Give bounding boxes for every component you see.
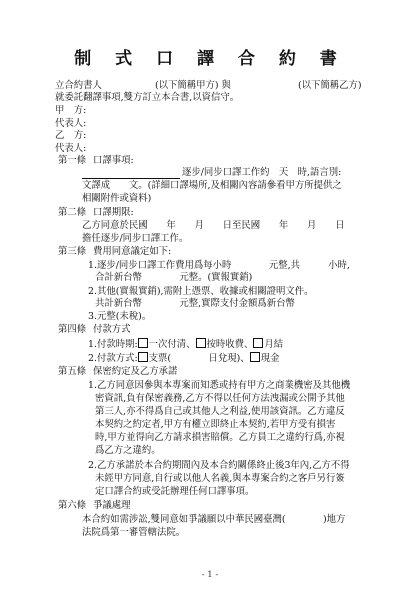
hourly-option: 按時收費、 — [206, 339, 254, 350]
lump-sum-option: 一次付清、 — [148, 339, 196, 350]
monthly-option: 月結 — [264, 339, 284, 350]
article-5-p1-line-3: 第三人,亦不得爲自己或其他人之利益,使用該資訊。乙方違反 — [95, 406, 345, 417]
payment-method-row — [88, 352, 279, 365]
article-2-label: 第二條 — [58, 207, 87, 218]
monthly-checkbox[interactable] — [253, 338, 263, 348]
payment-method-label: 2.付款方式: — [88, 353, 138, 364]
article-6-label: 第六條 — [58, 500, 87, 511]
payment-timing-label: 1.付款時期: — [88, 339, 138, 350]
document-title: 制 式 口 譯 合 約 書 — [74, 49, 346, 69]
article-3-item-2-line-2: 共計新台幣 元整,實際支付金額爲新台幣 — [95, 298, 295, 309]
representative-b-label: 代表人: — [55, 143, 87, 154]
article-5-p1-line-1: 1.乙方同意因參與本專案而知悉或持有甲方之商業機密及其他機 — [88, 380, 351, 391]
intro-party-b-note: (以下簡稱乙方) — [298, 80, 362, 91]
article-6-heading: 爭議處理 — [93, 500, 131, 511]
intro-statement: 就委託翻譯事項,雙方訂立本合書,以資信守。 — [55, 92, 240, 103]
article-5-p2-line-2: 未經甲方同意,自行或以他人名義,與本專案合約之客戶另行簽 — [95, 473, 345, 484]
article-5-p1-line-2: 密資訊,負有保密義務,乙方不得以任何方法洩漏或公開予其他 — [95, 393, 345, 404]
party-a-label: 甲 方: — [55, 105, 87, 116]
article-5-p2-line-1: 2.乙方承諾於本合約期間內及本合約關係終止後3年內,乙方不得 — [88, 460, 350, 471]
check-payment-checkbox[interactable] — [138, 352, 148, 362]
cash-option: 現金 — [260, 353, 280, 364]
article-2-line-1: 乙方同意於民國 年 月 日至民國 年 月 日 — [82, 220, 345, 231]
article-1-line-3: 相關附件或資料) — [82, 193, 152, 204]
article-1-line-1: 逐步/同步口譯工作約 天 時,語言別: — [182, 167, 342, 178]
article-3-item-2-line-1: 2.其他(實報實銷),需附上憑票、收據或相關證明文件。 — [88, 286, 314, 297]
cash-checkbox[interactable] — [250, 352, 260, 362]
article-3-item-3: 3.元整(未稅)。 — [88, 311, 152, 322]
party-b-label: 乙 方: — [55, 130, 87, 141]
hourly-checkbox[interactable] — [196, 338, 206, 348]
lump-sum-checkbox[interactable] — [138, 338, 148, 348]
representative-a-label: 代表人: — [55, 118, 87, 129]
article-3-item-1-line-1: 1.逐步/同步口譯工作費用爲每小時 元整,共 小時, — [88, 260, 350, 271]
article-1-line-2: 文譯成 文。(詳細口譯場所,及相關內容請參看甲方所提供之 — [82, 180, 342, 191]
article-6-line-2: 法院爲第一審管轄法院。 — [82, 527, 186, 538]
article-1-blank-line — [82, 178, 180, 179]
article-2-heading: 口譯期限: — [93, 207, 134, 218]
page-number: - 1 - — [201, 570, 219, 580]
article-3-heading: 費用同意議定如下: — [93, 246, 172, 257]
article-5-p1-line-6: 爲乙方之違約。 — [95, 445, 161, 456]
article-5-p1-line-5: 時,甲方並得向乙方請求損害賠償。乙方員工之違約行爲,亦視 — [95, 432, 345, 443]
intro-party-a-note: (以下簡稱甲方) 與 — [155, 80, 231, 91]
article-5-heading: 保密約定及乙方承諾 — [93, 366, 178, 377]
article-4-label: 第四條 — [58, 324, 87, 335]
article-5-label: 第五條 — [58, 366, 87, 377]
article-3-label: 第三條 — [58, 246, 87, 257]
article-5-p1-line-4: 本契約之約定者,甲方有權立即終止本契約,若甲方受有損害 — [95, 419, 336, 430]
article-1-label: 第一條 — [58, 155, 87, 166]
article-1-heading: 口譯事項: — [93, 155, 134, 166]
article-5-p2-line-3: 定口譯合約或受託辦理任何口譯事項。 — [95, 486, 255, 497]
article-3-item-1-line-2: 合計新台幣 元整。(實報實銷) — [95, 272, 253, 283]
check-payment-option: 支票( 日兌現)、 — [148, 353, 250, 364]
article-2-line-2: 擔任逐步/同步口譯工作。 — [82, 233, 189, 244]
article-6-line-1: 本合約如需涉訟,雙同意如爭議願以中華民國臺灣( )地方 — [82, 514, 346, 525]
payment-timing-row — [88, 338, 283, 351]
intro-signatory-label: 立合約書人 — [55, 80, 102, 91]
article-4-heading: 付款方式 — [93, 324, 131, 335]
